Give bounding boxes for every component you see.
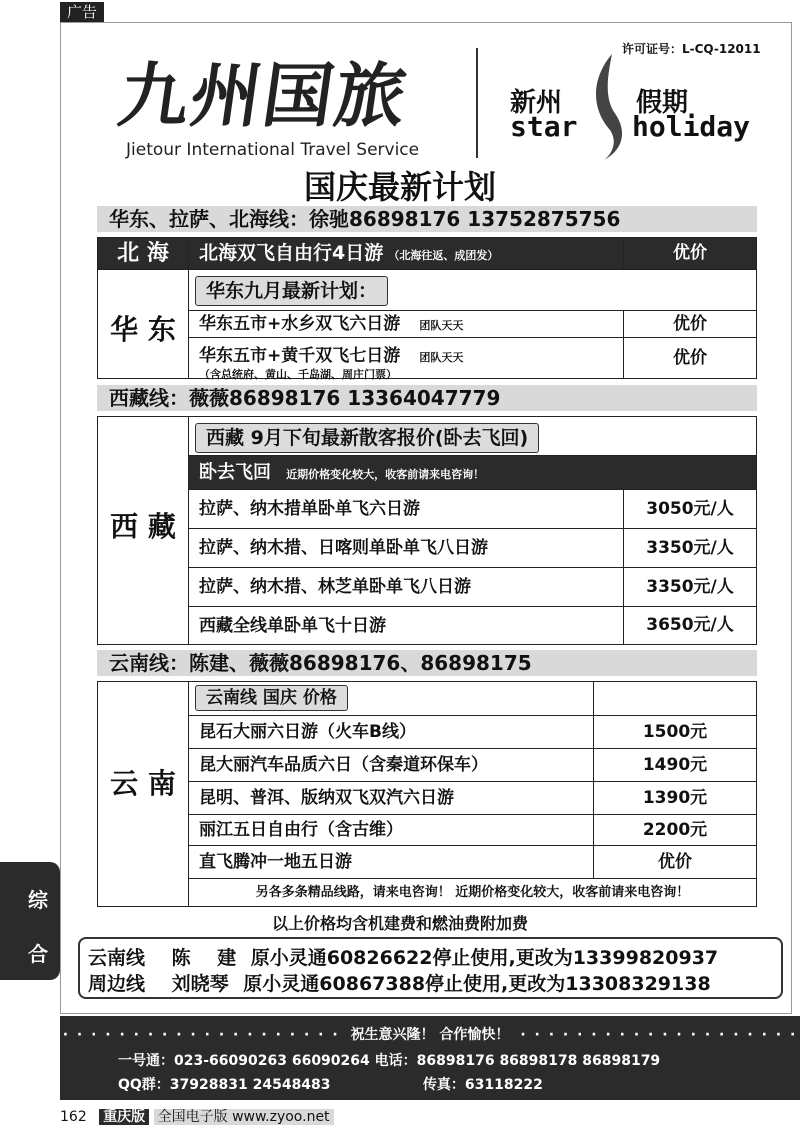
site-link[interactable]: 全国电子版 www.zyoo.net [154,1109,334,1125]
tibet-row-2 [188,528,624,568]
yunnan-row-4 [188,814,594,846]
beihai-title: 北海双飞自由行4日游 [199,242,384,264]
yunnan-row-5 [188,845,594,879]
contact-zhoubian-name: 刘晓琴 [171,973,229,995]
brand-star-en: star [510,110,578,143]
yunnan-row-1-title: 昆石大丽六日游（火车B线） [199,722,416,742]
yunnan-row-4-price: 2200元 [593,814,757,846]
yunnan-row-3-price: 1390元 [593,781,757,815]
huadong-head: 华东九月最新计划： [195,276,388,306]
contact-yunnan-name: 陈 建 [171,947,237,969]
huadong-row-2-title: 华东五市+黄千双飞七日游 [199,346,401,366]
tibet-row-1 [188,489,624,529]
logo-divider [476,48,478,158]
footer-banner [60,1016,800,1100]
yunnan-head: 云南线 国庆 价格 [195,685,348,711]
huadong-row-2 [188,337,624,379]
tibet-region-label: 西 藏 [110,510,176,543]
beihai-note: （北海往返、成团发） [388,249,499,262]
yunnan-row-1 [188,715,594,749]
side-tab-char-1: 综 [28,888,48,912]
yunnan-row-3-title: 昆明、普洱、版纳双飞双汽六日游 [199,788,454,808]
tibet-row-3 [188,567,624,607]
tibet-head-row [188,416,757,456]
brand-holiday-en: holiday [632,110,751,143]
footer-dots-left: · · · · · · · · · · · · · · · · · · · · [62,1027,340,1043]
yunnan-row-3 [188,781,594,815]
footer-slogan-row [60,1024,800,1044]
contact-zhoubian-text: 原小灵通60867388停止使用,更改为13308329138 [243,973,711,995]
footer-fax: 传真：63118222 [422,1077,543,1093]
yunnan-row-5-price: 优价 [593,845,757,879]
tibet-row-4-price: 3650元/人 [623,606,757,645]
yunnan-row-2-price: 1490元 [593,748,757,782]
price-note: 以上价格均含机建费和燃油费附加费 [271,914,528,933]
license-number: 许可证号：L-CQ-12011 [622,42,761,56]
footer-dots-right: · · · · · · · · · · · · · · · · · · · · [520,1027,798,1043]
huadong-row-1-tag: 团队天天 [419,319,464,332]
tibet-row-1-price: 3050元/人 [623,489,757,529]
yunnan-head-row [188,681,594,716]
yunnan-contact-bar: 云南线：陈建、薇薇86898176、86898175 [97,650,757,676]
page-footer [60,1106,334,1126]
tibet-contact-bar: 西藏线：薇薇86898176 13364047779 [97,385,757,411]
yunnan-row-2 [188,748,594,782]
huadong-row-1 [188,310,624,338]
huadong-region-label: 华 东 [110,313,176,346]
yunnan-head-blank [593,681,757,716]
tibet-subhead-note: 近期价格变化较大，收客前请来电咨询！ [286,468,485,481]
tibet-subhead: 卧去飞回 [199,462,271,483]
tibet-region [97,416,189,645]
yunnan-row-5-title: 直飞腾冲一地五日游 [199,852,352,872]
footer-phone: 一号通：023-66090263 66090264 电话：86898176 86898178 86898179 [118,1053,661,1069]
page-title: 国庆最新计划 [303,168,496,206]
side-tab-char-2: 合 [28,942,48,966]
tibet-row-2-title: 拉萨、纳木措、日喀则单卧单飞八日游 [199,538,488,558]
yunnan-row-2-title: 昆大丽汽车品质六日（含秦道环保车） [199,755,488,775]
logo-english: Jietour International Travel Service [126,140,420,160]
beihai-region [97,237,189,270]
page-number: 162 [60,1109,87,1125]
logo-chinese: 九州国旅 [113,54,414,137]
tibet-row-2-price: 3350元/人 [623,528,757,568]
tibet-row-4 [188,606,624,645]
contact-zhoubian-line: 周边线 [88,973,146,995]
tibet-row-1-title: 拉萨、纳木措单卧单飞六日游 [199,499,420,519]
contact-yunnan [88,943,718,970]
contact-zhoubian [88,969,711,996]
brand-holiday-cn: 假期 [636,88,689,118]
yunnan-row-4-title: 丽江五日自由行（含古维） [199,820,403,840]
edition-badge: 重庆版 [99,1109,149,1125]
swoosh-icon [582,50,632,162]
huadong-row-2-price: 优价 [623,337,757,379]
huadong-contact-bar: 华东、拉萨、北海线：徐驰86898176 13752875756 [97,206,757,232]
ad-tag: 广告 [60,2,104,22]
yunnan-region [97,681,189,907]
yunnan-note: 另各多条精品线路，请来电咨询！ 近期价格变化较大，收客前请来电咨询！ [188,878,757,907]
side-tab [0,862,60,980]
beihai-price: 优价 [623,237,757,270]
footer-qq: QQ群：37928831 24548483 [118,1077,331,1093]
huadong-row-2-tag: 团队天天 [419,351,464,364]
beihai-trip [188,237,624,270]
tibet-subhead-row [188,455,757,490]
huadong-region [97,269,189,379]
tibet-row-3-price: 3350元/人 [623,567,757,607]
yunnan-row-1-price: 1500元 [593,715,757,749]
tibet-head: 西藏 9月下旬最新散客报价(卧去飞回) [195,423,539,453]
footer-contact-row [118,1074,800,1094]
beihai-region-label: 北 海 [117,240,169,266]
tibet-row-3-title: 拉萨、纳木措、林芝单卧单飞八日游 [199,577,471,597]
huadong-row-2-sub: （含总统府、黄山、千岛湖、周庄门票） [199,368,397,381]
contact-yunnan-line: 云南线 [88,947,146,969]
huadong-row-1-title: 华东五市+水乡双飞六日游 [199,314,401,334]
brand-star-cn: 新州 [510,88,563,118]
huadong-row-1-price: 优价 [623,310,757,338]
footer-slogan: 祝生意兴隆！ 合作愉快！ [350,1027,510,1043]
tibet-row-4-title: 西藏全线单卧单飞十日游 [199,616,386,636]
huadong-head-row [188,269,757,311]
contact-yunnan-text: 原小灵通60826622停止使用,更改为13399820937 [250,947,719,969]
yunnan-region-label: 云 南 [110,767,176,800]
